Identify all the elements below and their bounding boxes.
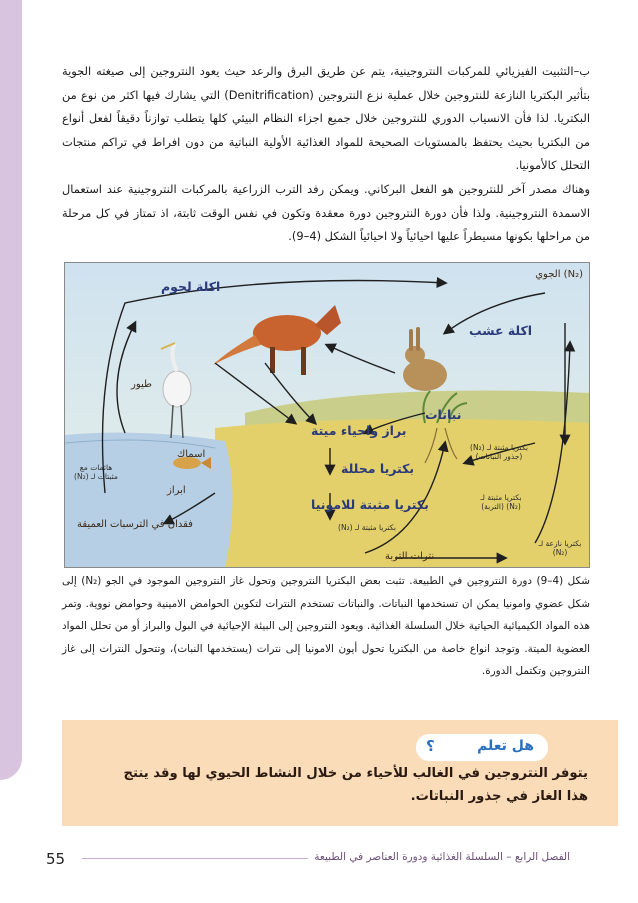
label-n2-bacteria: بكتريا مثبتة لـ (N₂) <box>338 523 396 532</box>
page-number: 55 <box>46 850 66 868</box>
label-ammonia-bacteria: بكتريا مثبتة للامونيا <box>311 497 429 512</box>
nitrogen-cycle-figure <box>64 262 590 568</box>
did-you-know-tag <box>416 734 548 761</box>
did-you-know-text: يتوفر النتروجين في الغالب للأحياء من خلال النشاط الحيوي لها وقد ينتج هذا الغاز في جذور النباتات. <box>123 766 588 804</box>
paragraph-volcanic-source: وهناك مصدر آخر للنتروجين هو الفعل البركاني. ويمكن رفد الترب الزراعية بالمركبات النتروجينية عند استعمال الاسمدة النتروجينية. ولذا فأن دورة النتروجين دورة معقدة وتكون في نفس الوقت ثابتة، اذ تمتاز في كل مرحلة من مراحلها بكونها مسيطراً عليها احيائياً ولا احيائياً الشكل (4–9). <box>62 181 590 244</box>
footer-chapter-title: الفصل الرابع – السلسلة الغذائية ودورة العناصر في الطبيعة <box>308 851 570 863</box>
water-body <box>65 433 233 568</box>
label-decomposers: بكتريا محللة <box>341 461 415 476</box>
label-fish-waste: ابراز <box>167 485 186 496</box>
decorative-side-strip <box>0 0 22 780</box>
label-waste: براز واحياء ميتة <box>311 423 407 438</box>
did-you-know-title: هل تعلم <box>477 738 534 754</box>
label-n2-algae: هائمات مع مثبتات لـ (N₂) <box>74 463 118 481</box>
label-atmosphere: (N₂) الجوي <box>535 269 583 280</box>
figure-caption: شكل (4–9) دورة النتروجين في الطبيعة. تثبت بعض البكتريا النتروجين وتحول غاز النتروجين الموجود في الجو (N₂) إلى شكل عضوي وامونيا يمكن ان تستخدمها النباتات. والنباتات تستخدم النترات لتكوين الحوامض الامينية وحوامض نووية. وتمر هذه المواد الكيميائية الحياتية خلال السلسلة الغذائية. ويعود النتروجين إلى البيئة الإحيائية في البول والبراز أو من تحلل المواد العضوية الميتة. وتوجد انواع خاصة من البكتريا تحول أيون الامونيا إلى نترات (يستخدمها النبات)، وتتحول النترات إلى غاز النتروجين وتكتمل الدورة. <box>62 575 590 677</box>
label-soil-nitrates: نترات التربة <box>385 551 435 562</box>
label-soil-bacteria: بكتريا مثبتة لـ (N₂) (التربة) <box>480 493 522 511</box>
label-herbivores: اكلة عشب <box>469 323 533 338</box>
label-fish: اسماك <box>177 449 206 460</box>
body-text <box>62 60 590 249</box>
did-you-know-box <box>62 720 618 826</box>
label-denitrifiers: بكتريا نازعة لـ (N₂) <box>538 539 582 557</box>
label-deep-loss: فقدان في الترسبات العميقة <box>77 519 193 530</box>
label-root-bacteria: بكتريا مثبتة لـ (N₂) (جذور النباتات) <box>470 443 528 461</box>
label-birds: طيور <box>131 379 152 390</box>
question-mark-icon: ؟ <box>426 737 435 755</box>
label-plants: نباتات <box>425 407 462 422</box>
paragraph-physical-fixation: ب–التثبيت الفيزيائي للمركبات النتروجينية، يتم عن طريق البرق والرعد حيث يعود النتروجين إلى صيغته الجوية بتأثير البكتريا النازعة للنتروجين خلال عملية نزع النتروجين (Denitrification) التي يشارك فيها اكثر من نوع من البكتريا. لذا فأن الانسياب الدوري للنتروجين خلال جميع اجزاء النظام البيئي كلها يتطلب توازناً دقيقاً لفعل أنواع من البكتريا بحيث يحتفظ بالمستويات الصحيحة للمواد الغذائية الأولية النباتية من دون افراط في تراكم منتجات التحلل كالأمونيا. <box>62 64 590 173</box>
label-carnivores: اكلة لحوم <box>161 279 221 294</box>
